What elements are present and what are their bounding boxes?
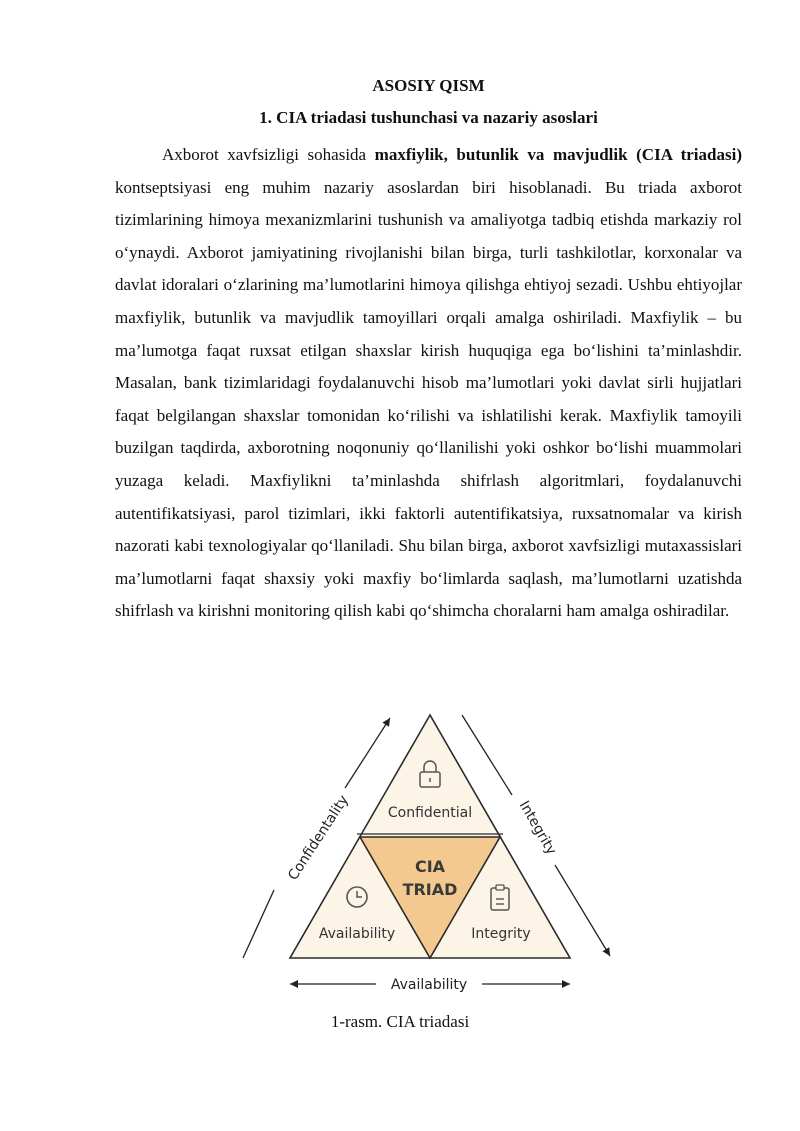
cia-triad-diagram bbox=[0, 700, 800, 1000]
bottom-label: Availability bbox=[390, 977, 468, 993]
body-paragraph bbox=[115, 139, 742, 628]
paragraph-lead: Axborot xavfsizligi sohasida bbox=[162, 145, 375, 164]
center-label-line2: TRIAD bbox=[402, 880, 458, 899]
right-side-arrow bbox=[555, 865, 610, 956]
cia-triad-figure bbox=[0, 700, 800, 1000]
figure-caption: 1-rasm. CIA triadasi bbox=[330, 1012, 470, 1031]
right-side-label: Integrity bbox=[515, 798, 560, 858]
paragraph-rest: kontseptsiyasi eng muhim nazariy asoslardan biri hisoblanadi. Bu triada axborot tizimlarining himoya mexanizmlarini tushunish va amaliyotga tadbiq etishda markaziy rol o‘ynaydi. Axborot jamiyatining rivojlanishi bilan birga, turli tashkilotlar, korxonalar va davlat idoralari o‘zlarining ma’lumotlarini himoya qilishga ehtiyoj sezadi. Ushbu ehtiyojlar maxfiylik, butunlik va mavjudlik tamoyillari orqali amalga oshiriladi. Maxfiylik – bu ma’lumotga faqat ruxsat etilgan shaxslar kirish huquqiga ega bo‘lishini ta’minlashdir. Masalan, bank tizimlaridagi foydalanuvchi hisob ma’lumotlari yoki davlat sirli hujjatlari faqat belgilangan shaxslar tomonidan ko‘rilishi va ishlatilishi kerak. Maxfiylik tamoyili buzilgan taqdirda, axborotning noqonuniy qo‘llanilishi yoki oshkor bo‘lishi muammolari yuzaga keladi. Maxfiylikni ta’minlashda shifrlash algoritmlari, foydalanuvchi autentifikatsiyasi, parol tizimlari, ikki faktorli autentifikatsiya, ruxsatnomalar va kirish nazorati kabi texnologiyalar qo‘llaniladi. Shu bilan birga, axborot xavfsizligi mutaxassislari ma’lumotlarni faqat shaxsiy yoki maxfiy bo‘limlarda saqlash, ma’lumotlarni uzatishda shifrlash va kirishni monitoring qilish kabi qo‘shimcha choralarni ham amalga oshiradilar. bbox=[115, 177, 742, 621]
top-section-label: Confidential bbox=[387, 805, 473, 821]
left-side-arrow-upper bbox=[345, 718, 390, 788]
subsection-heading: 1. CIA triadasi tushunchasi va nazariy asoslari bbox=[259, 108, 598, 127]
paragraph-bold-term: maxfiylik, butunlik va mavjudlik (CIA triadasi) bbox=[374, 145, 742, 164]
right-section-label: Integrity bbox=[471, 926, 531, 942]
left-section-label: Availability bbox=[318, 926, 396, 942]
left-side-arrow bbox=[243, 890, 274, 958]
left-side-label: Confidentality bbox=[285, 792, 353, 884]
center-label-line1: CIA bbox=[414, 857, 446, 876]
section-heading: ASOSIY QISM bbox=[372, 76, 485, 95]
